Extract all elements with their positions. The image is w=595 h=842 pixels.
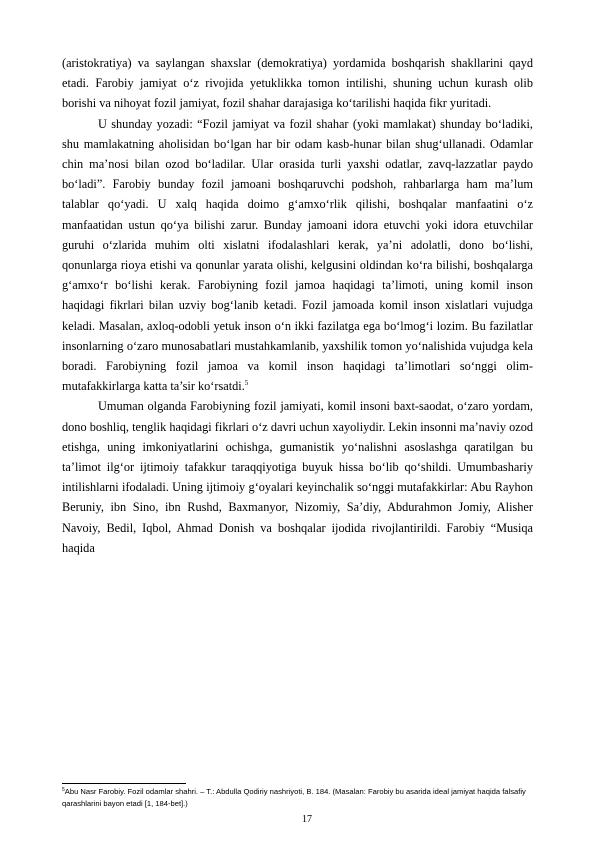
footnote-reference[interactable]: 5 [244, 379, 249, 388]
footnote-text: Abu Nasr Farobiy. Fozil odamlar shahri. – T.: Abdulla Qodiriy nashriyoti, B. 184. (Masalan: Farobiy bu asarida ideal jamiyat haqida falsafiy qarashlarini bayon etadi [1, 184-bet].) [62, 787, 526, 808]
footnote-separator [62, 783, 186, 784]
paragraph-3: Umuman olganda Farobiyning fozil jamiyati, komil insoni baxt-saodat, o‘zaro yordam, dono boshliq, tenglik haqidagi fikrlari o‘z davri uchun xayoliydir. Lekin insonni ma’naviy ozod etishga, uning imkoniyatlarini ochishga, gumanistik yo‘nalishni asoslashga qaratilgan bu ta’limot ilg‘or ijtimoiy tafakkur taraqqiyotiga buyuk hissa bo‘lib qo‘shildi. Umumbashariy intilishlarni ifodaladi. Uning ijtimoiy g‘oyalari keyinchalik so‘nggi mutafakkirlar: Abu Rayhon Beruniy, ibn Sino, ibn Rushd, Baxmanyor, Nizomiy, Sa’diy, Abdurahmon Jomiy, Alisher Navoiy, Bedil, Iqbol, Ahmad Donish va boshqalar ijodida rivojlantirildi. Farobiy “Musiqa haqida [62, 399, 533, 555]
paragraph-2 [62, 114, 533, 397]
paragraph-2-text: U shunday yozadi: “Fozil jamiyat va fozil shahar (yoki mamlakat) shunday bo‘ladiki, shu mamlakatning aholisidan bo‘lgan har bir odam kasb-hunar bilan shug‘ullanadi. Odamlar chin ma’nosi bilan ozod bo‘ladilar. Ular orasida turli yaxshi odatlar, zavq-lazzatlar paydo bo‘ladi”. Farobiy bunday fozil jamoani boshqaruvchi podshoh, rahbarlarga ham ma’lum talablar qo‘yadi. U xalq haqida doimo g‘amxo‘rlik qilishi, boshqalar manfaatini o‘z manfaatidan ustun qo‘ya bilishi zarur. Bunday jamoani idora etuvchi yoki idora etuvchilar guruhi o‘zlarida muhim olti xislatni ifodalashlari kerak, ya’ni adolatli, dono bo‘lishi, qonunlarga rioya etishi va qonunlar yarata olishi, kelgusini oldindan ko‘ra bilishi, boshqalarga g‘amxo‘r bo‘lishi kerak. Farobiyning fozil jamoa haqidagi ta’limoti, uning komil inson haqidagi fikrlari bilan uzviy bog‘lanib ketadi. Fozil jamoada komil inson xislatlari vujudga keladi. Masalan, axloq-odobli yetuk inson o‘n ikki fazilatga ega bo‘lmog‘i lozim. Bu fazilatlar insonlarning o‘zaro munosabatlari mustahkamlanib, yaxshilik tomon yo‘nalishida vujudga kela boradi. Farobiyning fozil jamoa va komil inson haqidagi ta’limotlari so‘nggi olim-mutafakkirlarga katta ta’sir ko‘rsatdi. [62, 116, 533, 394]
paragraph-1: (aristokratiya) va saylangan shaxslar (demokratiya) yordamida boshqarish shakllarini qayd etadi. Farobiy jamiyat o‘z rivojida yetuklikka tomon intilishi, shuning uchun kurash olib borishi va nihoyat fozil jamiyat, fozil shahar darajasiga ko‘tarilishi haqida fikr yuritadi. [62, 56, 533, 111]
body-text [62, 53, 533, 558]
footnote [62, 786, 562, 810]
footnote-number: 5 [62, 787, 65, 793]
page-number: 17 [302, 814, 312, 825]
